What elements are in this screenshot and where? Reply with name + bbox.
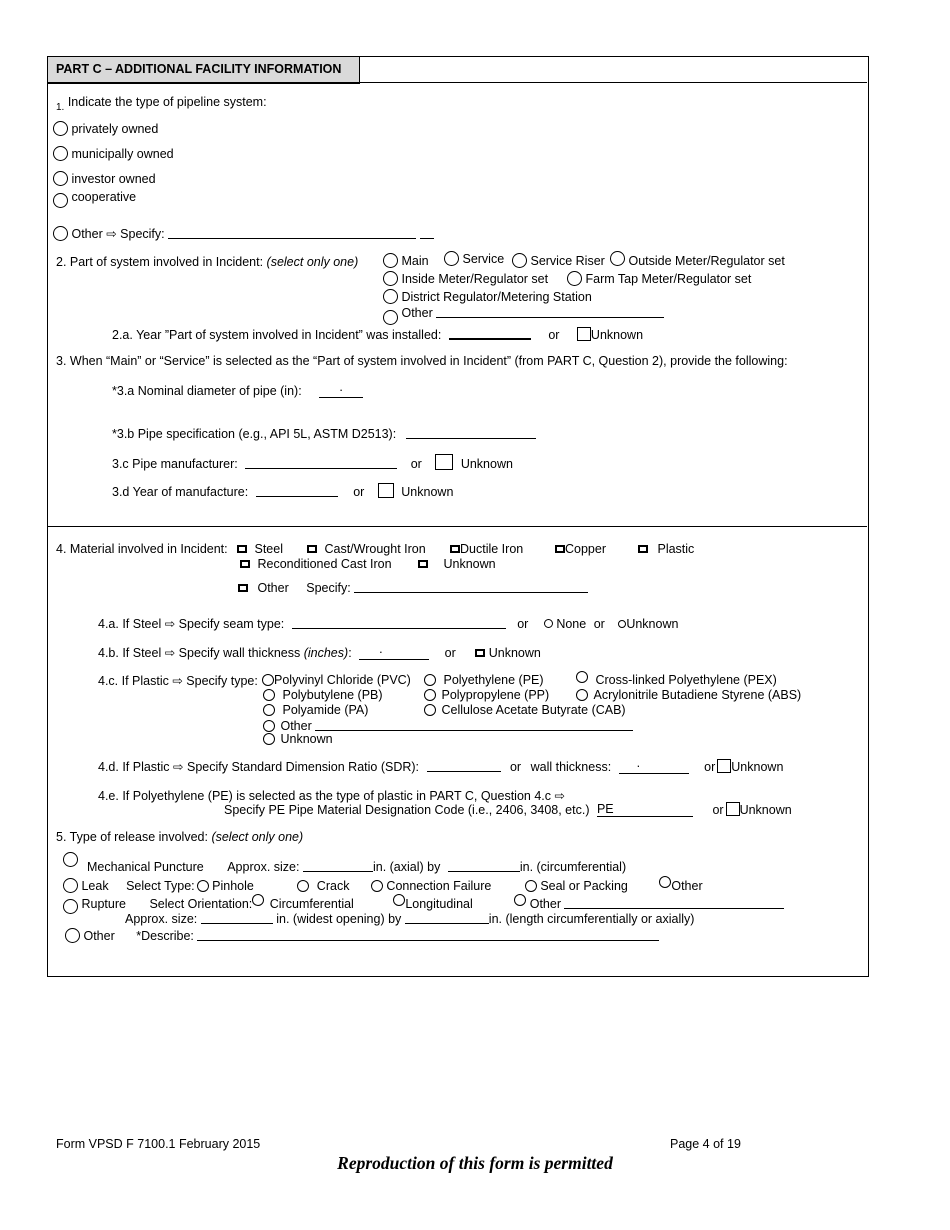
option-label: Cast/Wrought Iron: [324, 542, 426, 556]
footer-form: Form VPSD F 7100.1 February 2015: [56, 1137, 261, 1151]
q4a-row: [98, 616, 678, 631]
radio-icon[interactable]: [53, 146, 68, 161]
radio-icon[interactable]: [383, 253, 398, 268]
approx-label: Approx. size:: [125, 912, 198, 926]
option-label: municipally owned: [71, 147, 174, 161]
leak-other-label: Other: [671, 879, 703, 893]
q4c-unknown[interactable]: [263, 732, 333, 746]
crack-radio[interactable]: [297, 880, 309, 892]
none-radio[interactable]: [544, 619, 553, 628]
checkbox-icon[interactable]: [418, 560, 428, 568]
q3a-row: [112, 380, 363, 398]
radio-icon[interactable]: [263, 720, 275, 732]
q4e-label2: Specify PE Pipe Material Designation Code (i.e., 2406, 3408, etc.): [224, 803, 590, 817]
q3d-label: 3.d Year of manufacture:: [112, 485, 249, 499]
release-other-radio[interactable]: [65, 928, 80, 943]
q2-opt-farm[interactable]: [567, 271, 751, 286]
q4d-row: [98, 756, 784, 774]
radio-icon[interactable]: [444, 251, 459, 266]
q3d-row: [112, 483, 453, 499]
radio-icon[interactable]: [53, 226, 68, 241]
radio-icon[interactable]: [383, 289, 398, 304]
unknown-label: Unknown: [401, 485, 454, 499]
rupture-other-field[interactable]: [564, 896, 784, 909]
radio-icon[interactable]: [424, 689, 436, 701]
radio-icon[interactable]: [263, 704, 275, 716]
q4d-label: 4.d. If Plastic ⇨ Specify Standard Dimension Ratio (SDR):: [98, 760, 420, 774]
option-label: Other: [280, 719, 312, 733]
option-label: Polyvinyl Chloride (PVC): [274, 673, 411, 687]
q4-recond[interactable]: [240, 557, 392, 571]
option-label: Polypropylene (PP): [441, 688, 550, 702]
q2a-label: 2.a. Year ”Part of system involved in Incident” was installed:: [112, 328, 442, 342]
footer-reproduction: Reproduction of this form is permitted: [337, 1153, 613, 1173]
length-label: in. (length circumferentially or axially): [488, 912, 695, 926]
q2-label: [56, 255, 358, 269]
option-label: Ductile Iron: [460, 542, 524, 556]
option-label: Polybutylene (PB): [282, 688, 383, 702]
q5-mech-radio[interactable]: [63, 852, 78, 867]
q3d-field[interactable]: [256, 484, 338, 497]
checkbox-icon[interactable]: [638, 545, 648, 553]
q2a-row: [112, 326, 643, 342]
radio-icon[interactable]: [383, 271, 398, 286]
q4c-other-field[interactable]: [315, 718, 633, 731]
q5-mech-row: [87, 859, 626, 874]
q4e-field[interactable]: [597, 804, 693, 817]
circumferential-radio[interactable]: [252, 894, 264, 906]
connection-label: Connection Failure: [386, 879, 492, 893]
option-label: Main: [401, 254, 429, 268]
q1-option-other[interactable]: [53, 226, 434, 241]
rupture-length-field[interactable]: [405, 911, 489, 924]
q1-num: 1.: [56, 102, 65, 113]
radio-icon[interactable]: [424, 704, 436, 716]
q5-rupture-size-row: [125, 911, 694, 926]
footer-page: Page 4 of 19: [670, 1137, 741, 1151]
radio-icon[interactable]: [53, 171, 68, 186]
q3b-field[interactable]: [406, 426, 536, 439]
option-label: Unknown: [443, 557, 496, 571]
q3-label: 3. When “Main” or “Service” is selected as the “Part of system involved in Incident” (from PART C, Question 2), provide the following:: [56, 354, 788, 368]
q4e-label: 4.e. If Polyethylene (PE) is selected as the type of plastic in PART C, Question 4.c ⇨: [98, 789, 565, 803]
option-label: Service Riser: [530, 254, 605, 268]
q2-text: 2. Part of system involved in Incident:: [56, 255, 264, 269]
mech-label: Mechanical Puncture: [87, 860, 204, 874]
q2-opt-service-riser[interactable]: [512, 253, 605, 268]
option-label: Polyethylene (PE): [443, 673, 544, 687]
q4b-units: (inches): [303, 646, 349, 660]
rupture-label: Rupture: [81, 897, 126, 911]
q4b-row: 4.b. If Steel ⇨ Specify wall thickness (inches): . or Unknown: [98, 642, 541, 660]
radio-icon[interactable]: [53, 121, 68, 136]
rupture-width-field[interactable]: [201, 911, 273, 924]
circumferential-label: Circumferential: [269, 897, 354, 911]
q4-ductile[interactable]: [450, 542, 523, 556]
radio-icon[interactable]: [53, 193, 68, 208]
unknown-label: Unknown: [590, 328, 644, 342]
decimal-point: .: [636, 756, 641, 770]
option-label: privately owned: [71, 122, 159, 136]
q4-plastic[interactable]: [638, 542, 694, 556]
widest-label: in. (widest opening) by: [276, 912, 402, 926]
crack-label: Crack: [316, 879, 350, 893]
radio-icon[interactable]: [567, 271, 582, 286]
q4c-pe[interactable]: [424, 673, 544, 687]
q4e-row: [224, 802, 792, 817]
option-label: investor owned: [71, 172, 156, 186]
circ-label: in. (circumferential): [519, 860, 627, 874]
option-label: Other ⇨ Specify:: [71, 227, 165, 241]
option-label: Other: [401, 306, 433, 320]
q1-option-coop[interactable]: [53, 190, 137, 208]
q1-option-investor[interactable]: [53, 171, 156, 186]
q4c-label: 4.c. If Plastic ⇨ Specify type:: [98, 674, 258, 688]
option-label: Plastic: [657, 542, 695, 556]
specify-label: Specify:: [306, 581, 351, 595]
checkbox-icon[interactable]: [450, 545, 460, 553]
seal-label: Seal or Packing: [540, 879, 628, 893]
radio-icon[interactable]: [576, 689, 588, 701]
q4d-wall-field[interactable]: [619, 756, 689, 774]
option-label: Cellulose Acetate Butyrate (CAB): [441, 703, 626, 717]
checkbox-icon[interactable]: [238, 584, 248, 592]
option-label: Cross-linked Polyethylene (PEX): [595, 673, 777, 687]
leak-other-radio[interactable]: [659, 876, 671, 888]
longitudinal-radio[interactable]: [393, 894, 405, 906]
q2a-year-field[interactable]: [449, 326, 531, 340]
radio-icon[interactable]: [512, 253, 527, 268]
unknown-label: Unknown: [626, 617, 679, 631]
pe-prefix: PE: [596, 802, 614, 816]
q3b-row: [112, 426, 536, 441]
radio-icon[interactable]: [610, 251, 625, 266]
unknown-checkbox[interactable]: [726, 802, 740, 816]
option-label: Acrylonitrile Butadiene Styrene (ABS): [593, 688, 802, 702]
q1-text: Indicate the type of pipeline system:: [67, 95, 267, 109]
checkbox-icon[interactable]: [555, 545, 565, 553]
unknown-label: Unknown: [488, 646, 541, 660]
q4a-label: 4.a. If Steel ⇨ Specify seam type:: [98, 617, 285, 631]
unknown-checkbox[interactable]: [435, 454, 453, 470]
q5-note: (select only one): [211, 830, 304, 844]
or-text: or: [444, 646, 456, 660]
unknown-checkbox[interactable]: [577, 327, 591, 341]
q5-leak-row: [63, 876, 703, 893]
checkbox-icon[interactable]: [237, 545, 247, 553]
leak-radio[interactable]: [63, 878, 78, 893]
radio-icon[interactable]: [263, 733, 275, 745]
option-label: Outside Meter/Regulator set: [628, 254, 785, 268]
q4-label: 4. Material involved in Incident:: [56, 542, 228, 556]
q4c-other[interactable]: [263, 718, 633, 733]
wall-label: wall thickness:: [530, 760, 612, 774]
q4c-abs[interactable]: [576, 688, 801, 702]
orientation-label: Select Orientation:: [149, 897, 253, 911]
q4c-pex[interactable]: [576, 670, 777, 687]
axial-label: in. (axial) by: [372, 860, 441, 874]
or-text: or: [704, 760, 716, 774]
q2-note: (select only one): [266, 255, 359, 269]
q3c-field[interactable]: [245, 456, 397, 469]
option-label: Steel: [254, 542, 283, 556]
option-label: Reconditioned Cast Iron: [257, 557, 392, 571]
pinhole-label: Pinhole: [212, 879, 254, 893]
or-text: or: [353, 485, 365, 499]
radio-icon[interactable]: [424, 674, 436, 686]
q2-opt-outside[interactable]: [610, 251, 785, 266]
option-label: Unknown: [280, 732, 333, 746]
or-text: or: [712, 803, 724, 817]
q2-opt-main[interactable]: [383, 253, 429, 268]
or-text: or: [509, 760, 522, 774]
radio-icon[interactable]: [576, 671, 588, 683]
q1-option-municipal[interactable]: [53, 146, 174, 161]
option-label: Polyamide (PA): [282, 703, 369, 717]
select-type-label: Select Type:: [126, 879, 195, 893]
q4-copper[interactable]: [555, 542, 606, 556]
unknown-label: Unknown: [460, 457, 513, 471]
q4-steel[interactable]: [237, 542, 283, 556]
rupture-other-label: Other: [529, 897, 561, 911]
q4c-cab[interactable]: [424, 703, 626, 717]
pinhole-radio[interactable]: [197, 880, 209, 892]
option-label: Other: [257, 581, 289, 595]
option-label: Copper: [565, 542, 606, 556]
q3b-label: *3.b Pipe specification (e.g., API 5L, ASTM D2513):: [112, 427, 397, 441]
mech-axial-field[interactable]: [303, 859, 373, 872]
q3a-field[interactable]: [319, 380, 363, 398]
q4d-sdr-field[interactable]: [427, 759, 501, 772]
q5-label: [56, 830, 303, 844]
describe-field[interactable]: [197, 928, 659, 941]
none-label: None: [556, 617, 587, 631]
q1-other-field[interactable]: [168, 226, 416, 239]
q5-other-row: [65, 928, 659, 943]
longitudinal-label: Longitudinal: [405, 897, 473, 911]
q4-other-field[interactable]: [354, 580, 588, 593]
checkbox-icon[interactable]: [240, 560, 250, 568]
q2-other-field[interactable]: [436, 305, 664, 318]
unknown-checkbox[interactable]: [717, 759, 731, 773]
option-label: cooperative: [71, 190, 137, 204]
q3c-label: 3.c Pipe manufacturer:: [112, 457, 238, 471]
radio-icon[interactable]: [383, 310, 398, 325]
q1-option-private[interactable]: [53, 121, 158, 136]
release-other-label: Other: [83, 929, 115, 943]
decimal-point: .: [379, 642, 383, 656]
q4c-pvc[interactable]: [262, 673, 411, 687]
q2-opt-other[interactable]: [383, 305, 664, 325]
radio-icon[interactable]: [262, 674, 274, 686]
or-text: or: [410, 457, 422, 471]
option-label: Service: [462, 252, 505, 266]
section-divider: [47, 526, 867, 527]
q4-cast[interactable]: [307, 542, 426, 556]
leak-label: Leak: [81, 879, 109, 893]
q2-opt-district[interactable]: [383, 289, 592, 304]
checkbox-icon[interactable]: [307, 545, 317, 553]
option-label: Inside Meter/Regulator set: [401, 272, 549, 286]
or-text: or: [517, 617, 529, 631]
mech-circ-field[interactable]: [448, 859, 520, 872]
decimal-point: .: [339, 380, 343, 394]
q4-other[interactable]: [238, 580, 588, 595]
unknown-label: Unknown: [731, 760, 784, 774]
rupture-radio[interactable]: [63, 899, 78, 914]
q2-opt-service[interactable]: [444, 251, 504, 266]
radio-icon[interactable]: [263, 689, 275, 701]
radio-icon[interactable]: [63, 852, 78, 867]
q3a-label: *3.a Nominal diameter of pipe (in):: [112, 384, 302, 398]
part-header: PART C – ADDITIONAL FACILITY INFORMATION: [56, 62, 342, 76]
header-divider: [47, 82, 867, 83]
describe-label: *Describe:: [136, 929, 194, 943]
q4c-pa[interactable]: [263, 703, 368, 717]
q4a-field[interactable]: [292, 616, 506, 629]
or-text: or: [593, 617, 605, 631]
q4b-field[interactable]: [359, 642, 429, 660]
connection-radio[interactable]: [371, 880, 383, 892]
approx-label: Approx. size:: [227, 860, 300, 874]
or-text: or: [548, 328, 560, 342]
unknown-checkbox[interactable]: [475, 649, 485, 657]
q4-unknown[interactable]: [418, 557, 496, 571]
q2-opt-inside[interactable]: [383, 271, 548, 286]
seal-radio[interactable]: [525, 880, 537, 892]
option-label: District Regulator/Metering Station: [401, 290, 592, 304]
q5-text: 5. Type of release involved:: [56, 830, 208, 844]
q1-other-field-2[interactable]: [420, 226, 434, 239]
unknown-label: Unknown: [739, 803, 792, 817]
rupture-other-radio[interactable]: [514, 894, 526, 906]
q3c-row: [112, 454, 513, 471]
q4b-label: 4.b. If Steel ⇨ Specify wall thickness: [98, 646, 301, 660]
q4c-pb[interactable]: [263, 688, 383, 702]
q1-label: [56, 95, 267, 113]
unknown-checkbox[interactable]: [378, 483, 394, 498]
option-label: Farm Tap Meter/Regulator set: [585, 272, 752, 286]
q4c-pp[interactable]: [424, 688, 549, 702]
